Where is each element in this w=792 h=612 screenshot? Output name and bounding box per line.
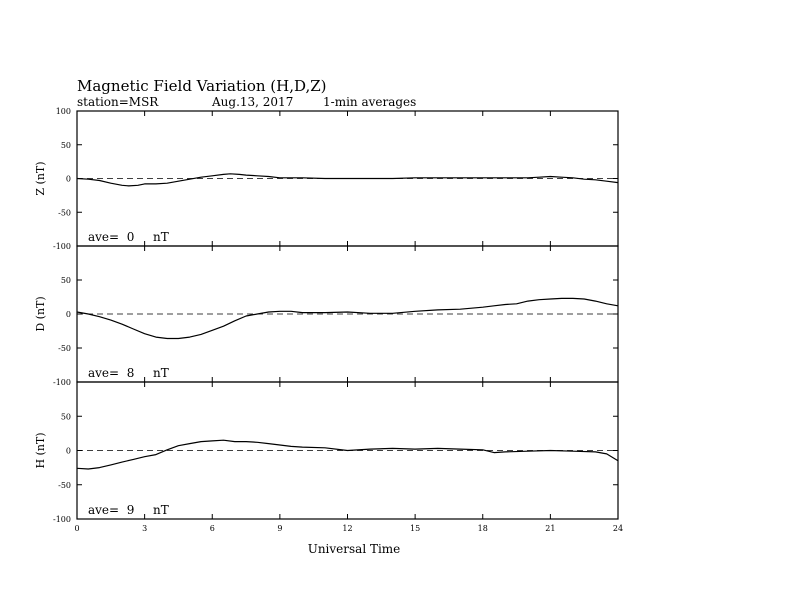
- ave-label-z: ave= 0: [88, 230, 135, 244]
- y-tick-label: 50: [60, 412, 71, 422]
- x-tick-label: 24: [612, 524, 624, 533]
- y-axis-label-z: Z (nT): [34, 161, 47, 196]
- ave-label-h: ave= 9: [88, 503, 135, 517]
- x-tick-label: 18: [477, 524, 488, 533]
- series-line-d: [77, 298, 618, 338]
- y-tick-label: 0: [65, 174, 71, 184]
- date-label: Aug.13, 2017: [212, 95, 294, 109]
- x-axis-label: Universal Time: [307, 542, 401, 556]
- ave-unit-d: nT: [153, 366, 169, 380]
- x-tick-label: 15: [410, 524, 421, 533]
- panel-z: [34, 107, 618, 251]
- y-tick-label: 50: [60, 276, 71, 285]
- y-tick-label: -100: [53, 378, 71, 387]
- panel-d: [34, 246, 618, 387]
- averaging-label: 1-min averages: [323, 95, 417, 109]
- y-tick-label: 100: [55, 107, 71, 116]
- x-tick-label: 9: [277, 524, 283, 533]
- y-tick-label: -100: [53, 515, 71, 524]
- station-label: station=MSR: [77, 95, 159, 109]
- series-line-z: [77, 174, 618, 186]
- y-tick-label: 0: [65, 446, 71, 456]
- y-tick-label: -100: [53, 242, 71, 251]
- x-tick-label: 3: [142, 524, 148, 533]
- y-axis-label-d: D (nT): [34, 296, 47, 332]
- panel-h: [34, 382, 618, 524]
- y-tick-label: 0: [65, 310, 71, 319]
- ave-label-d: ave= 8: [88, 366, 135, 380]
- ave-unit-z: nT: [153, 230, 169, 244]
- ave-unit-h: nT: [153, 503, 169, 517]
- panels-group: [34, 107, 618, 524]
- x-tick-label: 12: [342, 524, 353, 533]
- x-tick-label: 21: [545, 524, 556, 533]
- x-tick-label: 6: [209, 524, 215, 533]
- x-axis: [74, 524, 623, 533]
- y-tick-label: 50: [60, 140, 71, 150]
- y-tick-label: -50: [58, 208, 71, 218]
- series-line-h: [77, 440, 618, 469]
- y-tick-label: -50: [58, 480, 71, 490]
- chart-title: Magnetic Field Variation (H,D,Z): [77, 77, 327, 95]
- x-tick-label: 0: [74, 524, 80, 533]
- y-axis-label-h: H (nT): [34, 432, 47, 469]
- y-tick-label: -50: [58, 344, 71, 353]
